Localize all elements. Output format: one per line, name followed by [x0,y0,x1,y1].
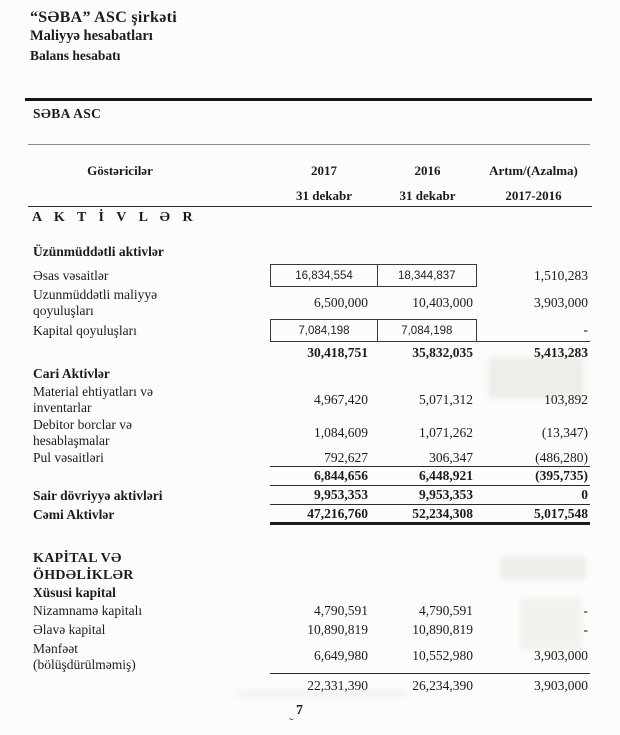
cell-delta: 5,017,548 [534,505,588,521]
cell-label: Debitor borclar və hesablaşmalar [33,417,132,448]
row-values [270,319,590,342]
table-row-pul-vesaitleri [30,449,590,467]
column-header-2016: 2016 [414,163,441,178]
row-values [270,264,590,287]
row-values [270,417,590,449]
horizontal-rule-header-bottom [28,206,592,207]
cell-2016: 10,552,980 [412,648,473,663]
table-row-elave-kapital [30,620,590,639]
company-title: “SƏBA” ASC şirkəti [30,9,178,26]
cell-delta: 5,413,283 [534,344,588,360]
cell-2016: 52,234,308 [412,505,473,521]
cell-2016: 10,890,819 [412,621,473,637]
cell-label: Kapital qoyuluşları [33,322,137,338]
cell-delta: (486,280) [535,449,588,465]
cell-label: Material ehtiyatları və inventarlar [33,384,153,415]
cell-2016: 5,071,312 [419,392,473,407]
cell-2016: 4,790,591 [419,602,473,618]
cell-2017: 4,790,591 [314,602,368,618]
horizontal-rule-thin-top [28,144,590,145]
table-row-sair-dovriyye [30,486,590,505]
column-header-delta: Artım/(Azalma) [489,163,578,178]
cell-delta: (13,347) [541,425,588,440]
cell-label: Cəmi Aktivlər [33,507,115,522]
cell-label: Xüsusi kapital [33,584,116,600]
statement-name: Balans hesabatı [30,48,121,63]
cell-2017: 10,890,819 [307,621,368,637]
cell-label: Uzunmüddətli maliyyə qoyuluşları [33,287,158,318]
scan-smudge [236,690,406,697]
cell-label: KAPİTAL VƏ ÖHDƏLİKLƏR [33,551,134,583]
cell-delta: 3,903,000 [534,295,588,310]
cell-label: Pul vəsaitləri [33,450,104,465]
row-values [270,486,590,505]
cell-label: Sair dövriyyə aktivləri [33,487,163,503]
cell-2016: 306,347 [429,449,473,465]
table-body [30,236,590,695]
cell-2016: 18,344,837 [377,264,477,287]
cell-delta: - [583,602,588,618]
cell-label: Mənfəət (bölüşdürülməmiş) [33,640,136,672]
cell-2017: 47,216,760 [307,505,368,521]
cell-label: Üzünmüddətli aktivlər [33,243,164,259]
table-header-row-1 [30,162,590,179]
cell-2017: 16,834,554 [270,264,378,287]
table-row-xususi-kapital-header [30,584,590,601]
row-values [270,505,590,525]
cell-delta: 3,903,000 [534,678,588,693]
table-header-row-2 [30,187,590,204]
scan-smudge [520,598,582,650]
letterhead [30,8,177,65]
table-row-nizamname-kapitali [30,601,590,620]
column-header-blank [0,187,240,204]
column-subheader-2016: 31 dekabr [399,188,456,203]
cell-delta: - [477,319,590,342]
column-header-indicators: Göstəricilər [87,163,153,178]
table-row-menfeet [30,639,590,674]
row-values [270,449,590,467]
row-values [270,243,590,260]
column-subheader-delta: 2017-2016 [505,188,562,203]
table-row-cemi-aktivler [30,505,590,525]
cell-2016: 26,234,390 [412,678,473,693]
cell-label: Nizamnamə kapitalı [33,602,143,618]
cell-2017: 22,331,390 [307,678,368,693]
scan-smudge [500,556,586,580]
cell-delta: 103,892 [544,392,588,407]
cell-delta: 1,510,283 [534,267,588,283]
column-subheader-2017: 31 dekabr [296,188,352,203]
cell-2017: 6,844,656 [314,468,368,483]
cell-2016: 7,084,198 [377,319,477,342]
cell-2017: 9,953,353 [314,487,368,502]
cell-2017: 30,418,751 [307,344,368,360]
table-row-uzunmuddetli-maliyye [30,287,590,319]
row-values [270,287,590,319]
table-row-uzunmuddetli-header [30,243,590,260]
cell-label: Əlavə kapital [33,621,106,637]
cell-2017: 1,084,609 [314,425,368,440]
entity-name: SƏBA ASC [33,106,102,121]
cell-2016: 1,071,262 [419,425,473,440]
table-row-debitor-borclar [30,417,590,449]
table-row-kapital-qoyuluslari [30,319,590,342]
cell-label: Əsas vəsaitlər [33,267,109,283]
cell-delta: 3,903,000 [534,648,588,663]
scan-smudge [488,357,584,399]
table-header [30,162,590,204]
cell-2017: 792,627 [324,449,368,465]
cell-2017: 6,649,980 [314,648,368,663]
horizontal-rule-thick [25,98,592,101]
cell-2016: 35,832,035 [412,344,473,360]
row-values [270,467,590,486]
cell-2016: 6,448,921 [419,468,473,483]
cell-2016: 10,403,000 [412,295,473,310]
cell-delta: - [583,621,588,637]
cell-2016: 9,953,353 [419,487,473,502]
cell-label: Cari Aktivlər [33,365,110,381]
table-row-esas-vesaitler [30,264,590,287]
table-row-cari-subtotal [30,467,590,486]
cell-2017: 6,500,000 [314,295,368,310]
cell-2017: 7,084,198 [270,319,378,342]
cell-delta: 0 [581,487,588,502]
cell-2017: 4,967,420 [314,392,368,407]
report-type: Maliyyə hesabatları [30,28,153,44]
page-number: 7 [296,703,303,718]
column-header-2017: 2017 [311,163,337,178]
assets-section-heading: A K T İ V L Ə R [32,210,198,225]
cell-delta: (395,735) [535,468,588,483]
